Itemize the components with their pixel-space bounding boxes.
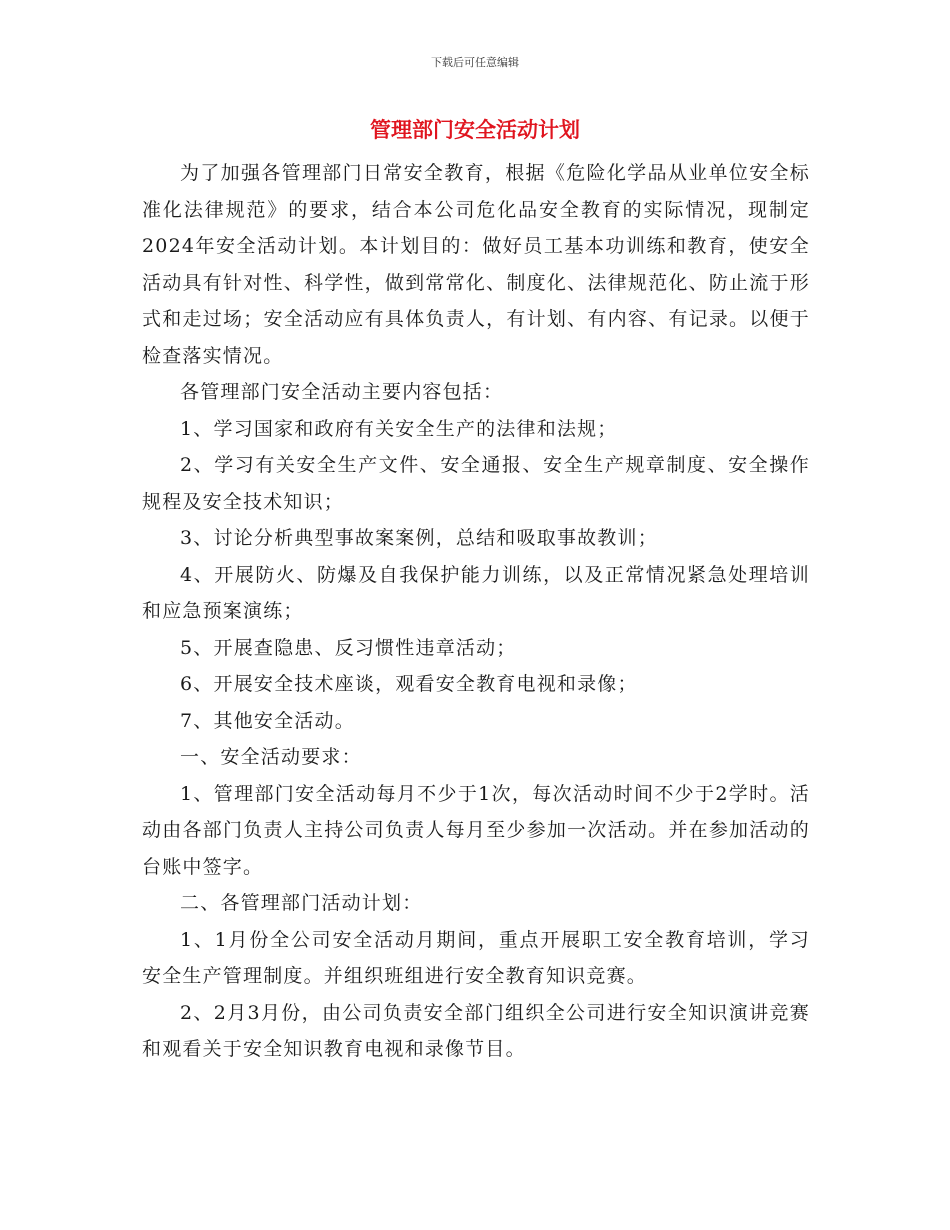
list-item: 1、管理部门安全活动每月不少于1次，每次活动时间不少于2学时。活动由各部门负责人主持公司负责人每月至少参加一次活动。并在参加活动的台账中签字。 (142, 782, 810, 878)
paragraph-intro: 为了加强各管理部门日常安全教育，根据《危险化学品从业单位安全标准化法律规范》的要求，结合本公司危化品安全教育的实际情况，现制定2024年安全活动计划。本计划目的：做好员工基本功训练和教育，使安全活动具有针对性、科学性，做到常常化、制度化、法律规范化、防止流于形式和走过场；安全活动应有具体负责人，有计划、有内容、有记录。以便于检查落实情况。 (142, 162, 810, 367)
list-item: 2、2月3月份，由公司负责安全部门组织全公司进行安全知识演讲竞赛和观看关于安全知识教育电视和录像节目。 (142, 1001, 810, 1060)
document-title: 管理部门安全活动计划 (370, 118, 580, 142)
list-item: 3、讨论分析典型事故案案例，总结和吸取事故教训； (180, 527, 658, 549)
document-body (142, 155, 810, 1068)
list-item: 7、其他安全活动。 (180, 709, 355, 732)
list-item: 4、开展防火、防爆及自我保护能力训练，以及正常情况紧急处理培训和应急预案演练； (142, 563, 810, 622)
list-item: 5、开展查隐患、反习惯性违章活动； (180, 636, 517, 659)
header-note: 下载后可任意编辑 (431, 56, 519, 69)
list-item: 1、1月份全公司安全活动月期间，重点开展职工安全教育培训，学习安全生产管理制度。并组织班组进行安全教育知识竞赛。 (142, 928, 810, 987)
list-item: 1、学习国家和政府有关安全生产的法律和法规； (180, 417, 618, 440)
paragraph-contents-heading: 各管理部门安全活动主要内容包括： (180, 381, 504, 403)
list-item: 2、学习有关安全生产文件、安全通报、安全生产规章制度、安全操作规程及安全技术知识； (142, 454, 810, 513)
section-heading: 一、安全活动要求： (180, 746, 362, 768)
section-heading: 二、各管理部门活动计划： (180, 892, 423, 914)
list-item: 6、开展安全技术座谈，观看安全教育电视和录像； (180, 673, 638, 695)
